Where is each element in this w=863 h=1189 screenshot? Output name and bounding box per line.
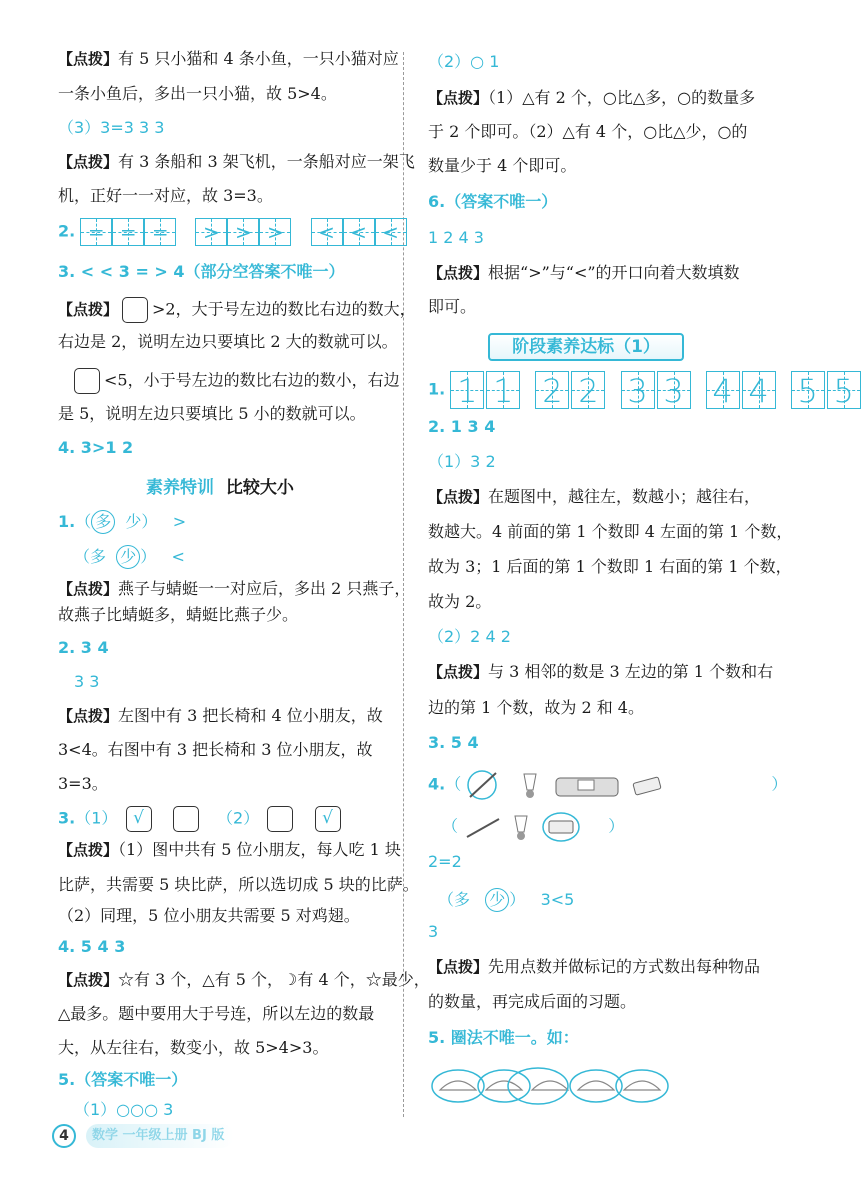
answer-line: 6.（答案不唯一） [428, 192, 558, 211]
answer-line: 4. 5 4 3 [58, 937, 126, 956]
answer-line: 2=2 [428, 852, 462, 871]
pencil-icon [467, 819, 499, 837]
answer-line: 5.（答案不唯一） [58, 1070, 188, 1089]
page-footer [46, 1124, 296, 1150]
text-line: 机，正好一一对应，故 3=3。 [58, 186, 273, 205]
text-line: 大，从左往右，数变小，故 5>4>3。 [58, 1038, 329, 1057]
checked-box: √ [315, 806, 341, 832]
text-line: 故燕子比蜻蜓多，蜻蜓比燕子少。 [58, 605, 299, 624]
answer-line: 2. 3 4 [58, 638, 109, 657]
text-line: 【点拨】先用点数并做标记的方式数出每种物品 [428, 957, 761, 976]
text-line: 边的第 1 个数，故为 2 和 4。 [428, 698, 644, 717]
text-line: 于 2 个即可。（2）△有 4 个，○比△少，○的 [428, 122, 748, 141]
answer-line: 2. 1 3 4 [428, 417, 496, 436]
circled-pies-figure [428, 1058, 688, 1108]
blank-box [267, 806, 293, 832]
eraser-icon [633, 777, 661, 795]
pie-icon [624, 1081, 660, 1090]
text-line: 【点拨】有 3 条船和 3 架飞机，一条船对应一架飞 [58, 152, 415, 171]
text-line: 故为 3；1 后面的第 1 个数即 1 右面的第 1 个数， [428, 557, 792, 576]
text-line: （2）同理，5 位小朋友共需要 5 对鸡翅。 [58, 906, 360, 925]
blank-box [74, 368, 100, 394]
text-line: 【点拨】燕子与蜻蜓一一对应后，多出 2 只燕子， [58, 579, 411, 598]
text-line: 数量少于 4 个即可。 [428, 156, 577, 175]
text-line: 【点拨】（1）△有 2 个，○比△多，○的数量多 [428, 88, 756, 107]
items-row-2: （ ） [442, 810, 624, 844]
answer-line: （2）2 4 2 [428, 627, 511, 646]
digit-grid-row: 1. 1 1 2 2 3 3 4 4 5 5 [428, 371, 863, 409]
shuttlecock-icon [515, 816, 527, 840]
text-line: 【点拨】有 5 只小猫和 4 条小鱼，一只小猫对应 [58, 49, 399, 68]
eraser-icon [543, 813, 579, 841]
text-line: 3=3。 [58, 774, 108, 793]
shuttlecock-icon [524, 774, 536, 798]
text-line: 【点拨】在题图中，越往左，数越小；越往右， [428, 487, 761, 506]
answer-line: 1 2 4 3 [428, 228, 484, 247]
writing-grid-row: 2. = = = > > > < < < [58, 218, 421, 246]
page-number: 4 [52, 1124, 76, 1148]
answer-line: 3. < < 3 = > 4（部分空答案不唯一） [58, 262, 345, 281]
pie-icon [578, 1081, 614, 1090]
answer-line: 3. 5 4 [428, 733, 479, 752]
answer-line: 1.（ 多 少） > [58, 510, 186, 534]
checked-box: √ [126, 806, 152, 832]
answer-line: 3 [428, 922, 439, 941]
text-line: 故为 2。 [428, 592, 492, 611]
text-line: 一条小鱼后，多出一只小猫，故 5>4。 [58, 84, 337, 103]
text-line: 【点拨】（1）图中共有 5 位小朋友，每人吃 1 块 [58, 840, 401, 859]
item-icons-row [466, 768, 766, 802]
text-line: 3<4。右图中有 3 把长椅和 3 位小朋友，故 [58, 740, 373, 759]
grid-set-greater: > > > [195, 218, 291, 246]
answer-line: （1）○○○ 3 [74, 1100, 174, 1119]
grid-set-equals: = = = [80, 218, 176, 246]
text-line: 数越大。4 前面的第 1 个数即 4 左面的第 1 个数， [428, 522, 793, 541]
answer-line: （多 少 ） < [74, 545, 185, 569]
answer-line: 3.（1） √ （2） √ [58, 806, 344, 832]
book-title: 数学 一年级上册 BJ 版 [86, 1124, 234, 1148]
text-line: 即可。 [428, 297, 477, 316]
answer-line: 5. 圈法不唯一。如： [428, 1028, 579, 1047]
pie-icon [440, 1081, 476, 1090]
pencil-case-icon [556, 778, 618, 796]
pencil-icon [470, 773, 496, 797]
answer-line: 3 3 [74, 672, 100, 691]
items-row-1: 4.（ ） [428, 768, 787, 802]
text-line: 右边是 2，说明左边只要填比 2 大的数就可以。 [58, 332, 398, 351]
blank-box [173, 806, 199, 832]
text-line: 【点拨】左图中有 3 把长椅和 4 位小朋友，故 [58, 706, 383, 725]
text-line: △最多。题中要用大于号连，所以左边的数最 [58, 1004, 375, 1023]
answer-line: （多 少 ） 3<5 [438, 888, 574, 912]
text-line: 【点拨】 >2，大于号左边的数比右边的数大， [58, 297, 416, 323]
answer-line: （3）3=3 3 3 [58, 118, 165, 137]
text-line: 【点拨】☆有 3 个，△有 5 个，☽有 4 个，☆最少， [58, 970, 430, 989]
grid-set-less: < < < [311, 218, 407, 246]
section-title: 素养特训 比较大小 [146, 478, 294, 498]
answer-line: （1）3 2 [428, 452, 496, 471]
blank-box [122, 297, 148, 323]
text-line: 比萨，共需要 5 块比萨，所以选切成 5 块的比萨。 [58, 875, 419, 894]
pie-icon [486, 1081, 522, 1090]
text-line: <5，小于号左边的数比右边的数小，右边 [58, 368, 400, 394]
text-line: 的数量，再完成后面的习题。 [428, 992, 637, 1011]
pie-icon [532, 1081, 568, 1090]
text-line: 是 5，说明左边只要填比 5 小的数就可以。 [58, 404, 366, 423]
answer-line: 4. 3>1 2 [58, 438, 134, 457]
text-line: 【点拨】根据“>”与“<”的开口向着大数填数 [428, 263, 740, 282]
text-line: 【点拨】与 3 相邻的数是 3 左边的第 1 个数和右 [428, 662, 774, 681]
item-icons-row [463, 810, 603, 844]
answer-line: （2）○ 1 [428, 52, 500, 71]
stage-banner: 阶段素养达标（1） [488, 333, 684, 361]
